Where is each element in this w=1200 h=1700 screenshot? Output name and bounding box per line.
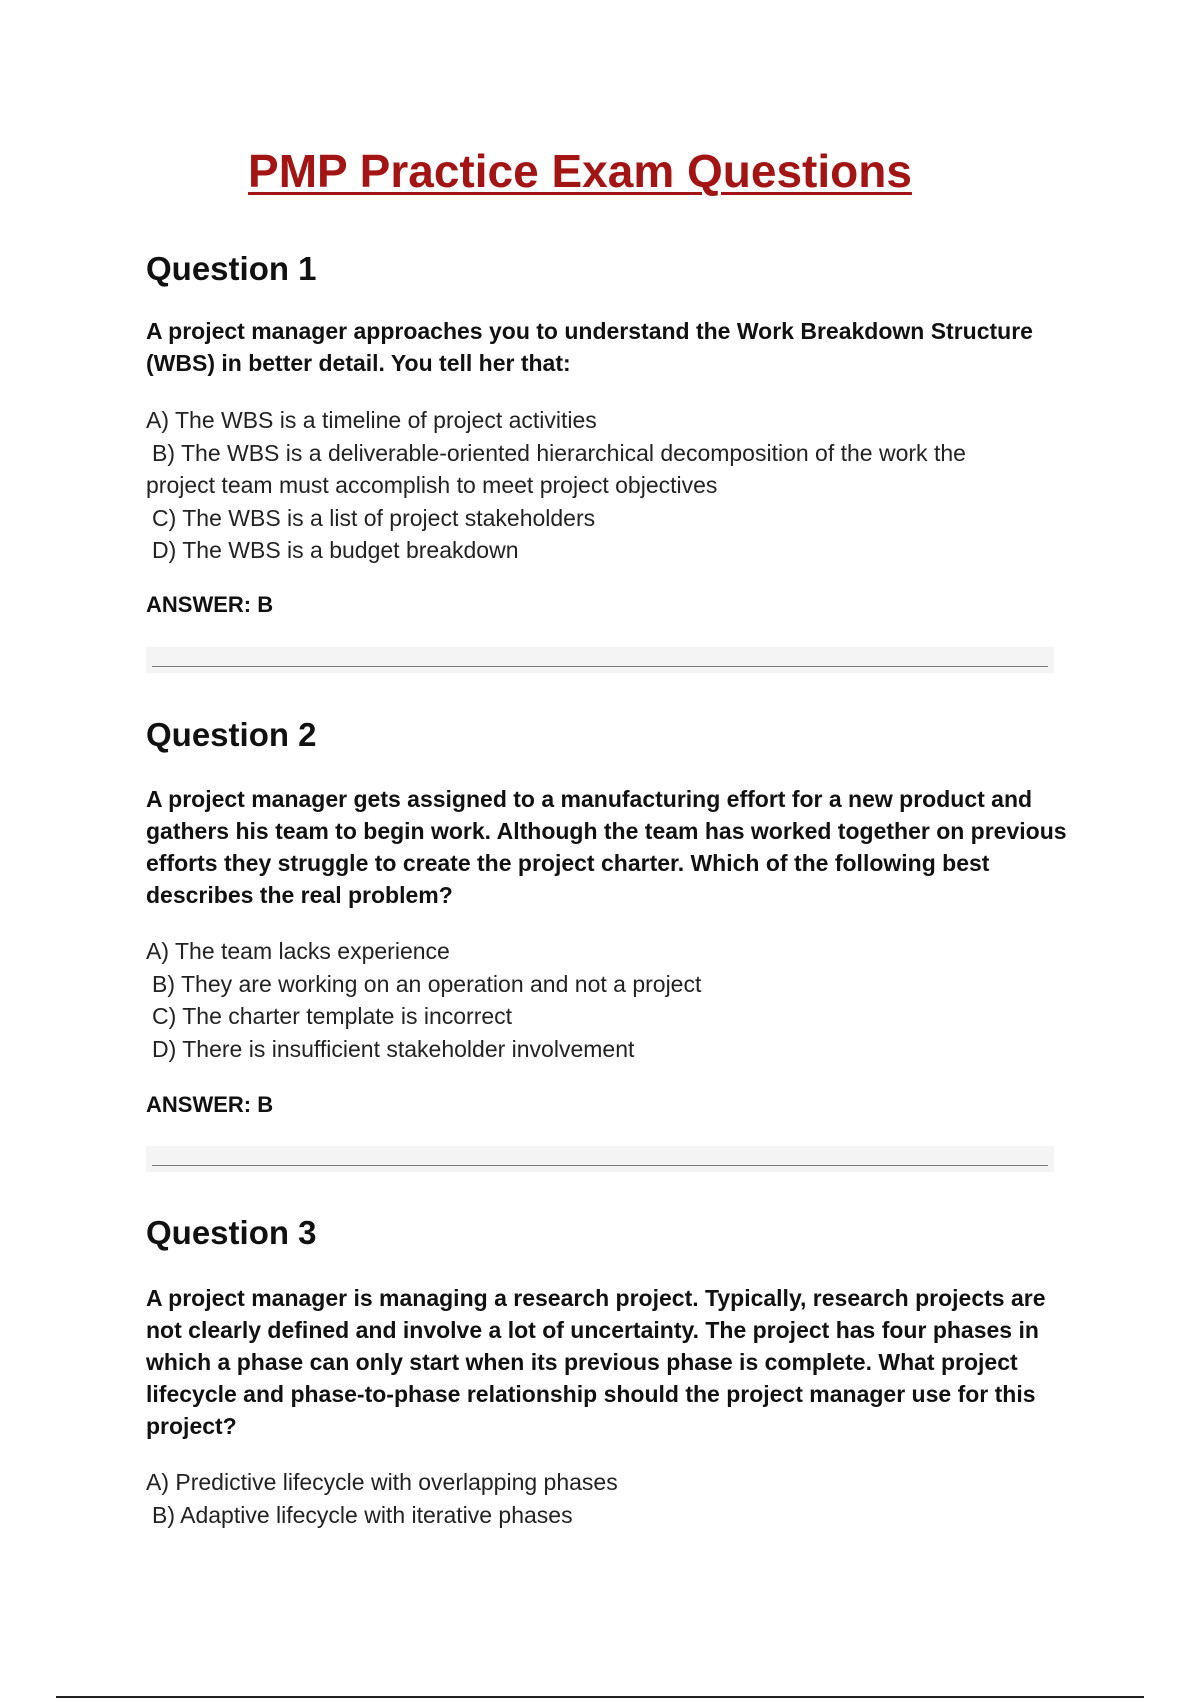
- divider: [146, 1146, 1054, 1172]
- page-bottom-rule: [56, 1696, 1144, 1698]
- option-item: A) The WBS is a timeline of project activities: [146, 407, 597, 433]
- page-title: PMP Practice Exam Questions: [248, 145, 912, 197]
- option-item: C) The WBS is a list of project stakeholders: [152, 504, 596, 531]
- question-3-text: A project manager is managing a research project. Typically, research projects are not clearly defined and involve a lot of uncertainty. The project has four phases in which a phase can only start when its previous phase is complete. What project lifecycle and phase-to-phase relationship should the project manager use for this project?: [146, 1285, 1046, 1439]
- option-item: B) The WBS is a deliverable-oriented hierarchical decomposition of the work the: [152, 439, 966, 466]
- question-1-answer: ANSWER: B: [146, 592, 274, 617]
- divider: [146, 647, 1054, 673]
- question-3-heading: Question 3: [146, 1214, 317, 1251]
- option-item-continued: project team must accomplish to meet project objectives: [146, 472, 718, 498]
- question-2-text: A project manager gets assigned to a manufacturing effort for a new product and gathers his team to begin work. Although the team has worked together on previous efforts they struggle to create the project charter. Which of the following best describes the real problem?: [146, 786, 1067, 908]
- option-item: B) Adaptive lifecycle with iterative phases: [152, 1501, 573, 1528]
- question-1-text: A project manager approaches you to understand the Work Breakdown Structure (WBS) in better detail. You tell her that:: [146, 318, 1033, 376]
- option-item: D) There is insufficient stakeholder involvement: [152, 1035, 635, 1062]
- question-2-answer: ANSWER: B: [146, 1092, 274, 1117]
- option-item: A) The team lacks experience: [146, 938, 450, 964]
- question-2-options: [146, 935, 1066, 1065]
- question-2-heading: Question 2: [146, 716, 317, 753]
- question-1-heading: Question 1: [146, 250, 317, 287]
- option-item: B) They are working on an operation and not a project: [152, 970, 702, 997]
- question-1-options: [146, 404, 1066, 567]
- option-item: C) The charter template is incorrect: [152, 1003, 513, 1029]
- option-item: D) The WBS is a budget breakdown: [152, 537, 519, 563]
- option-item: A) Predictive lifecycle with overlapping phases: [146, 1469, 618, 1495]
- question-3-options: [146, 1466, 1066, 1531]
